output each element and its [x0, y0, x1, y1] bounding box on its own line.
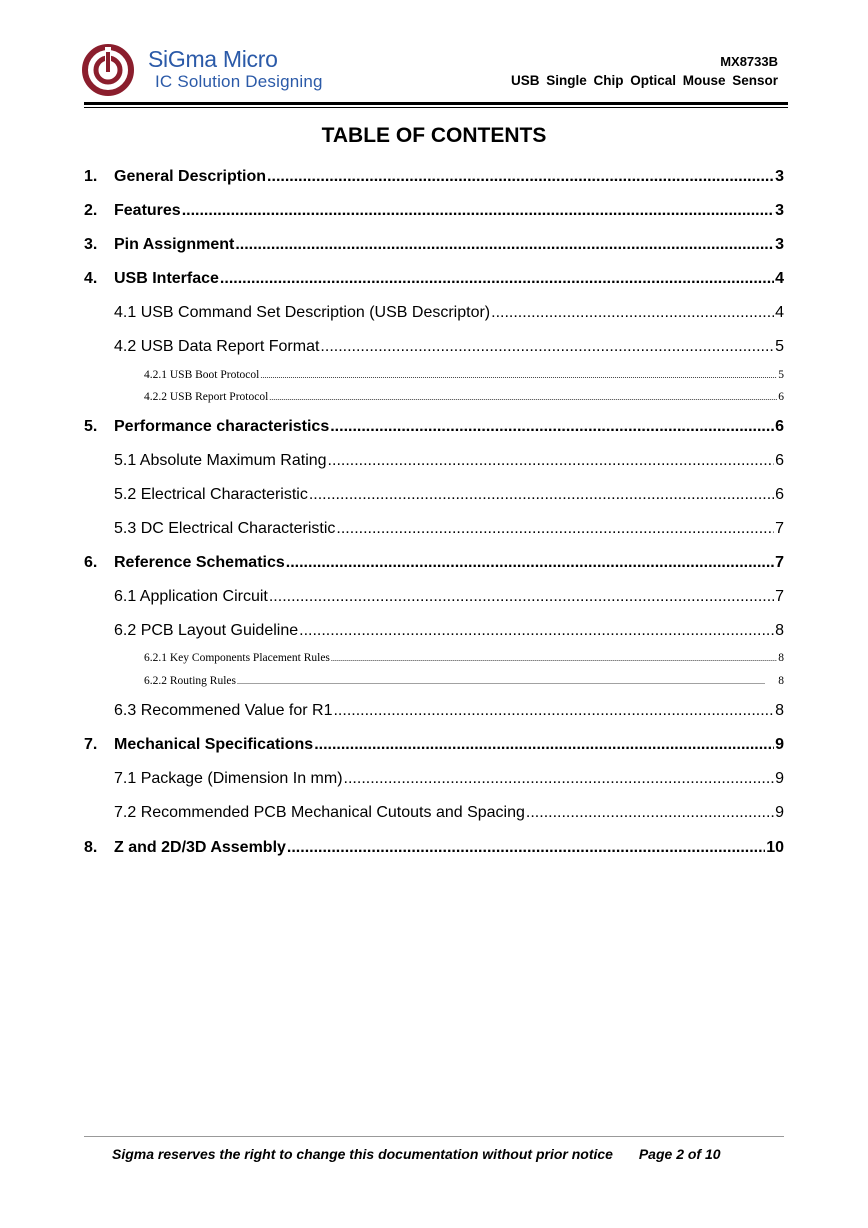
- toc-entry-performance[interactable]: [84, 418, 784, 436]
- toc-page: 6: [775, 418, 784, 435]
- toc-entry-4-2-2[interactable]: [144, 391, 784, 403]
- toc-number: 4.: [84, 270, 98, 287]
- toc-text: 6.2.2 Routing Rules: [144, 675, 237, 687]
- toc-text: 5.1 Absolute Maximum Rating: [114, 452, 327, 469]
- dot-leader: [267, 168, 774, 186]
- dot-leader: [344, 770, 775, 788]
- toc-page: 4: [775, 270, 784, 287]
- toc-text: Reference Schematics: [114, 554, 285, 571]
- toc-entry-general-description[interactable]: [84, 168, 784, 186]
- toc-text: Mechanical Specifications: [114, 736, 314, 753]
- toc-text: General Description: [114, 168, 267, 185]
- toc-page: 6: [775, 452, 784, 469]
- toc-page: 7: [775, 588, 784, 605]
- toc-entry-usb-interface[interactable]: [84, 270, 784, 288]
- toc-text: 4.2 USB Data Report Format: [114, 338, 320, 355]
- document-id: MX8733B: [720, 54, 778, 69]
- toc-entry-4-2-1[interactable]: [144, 369, 784, 381]
- toc-page: 8: [775, 622, 784, 639]
- dot-leader: [286, 554, 774, 572]
- toc-entry-6-2-2[interactable]: [144, 675, 784, 687]
- dot-leader: [220, 270, 774, 288]
- toc-page: 8: [775, 702, 784, 719]
- toc-number: 1.: [84, 168, 98, 185]
- page-header: [0, 0, 868, 112]
- toc-number: 3.: [84, 236, 98, 253]
- dot-leader: [260, 371, 777, 380]
- page-footer: [112, 1146, 721, 1162]
- toc-entry-7-1[interactable]: [114, 770, 784, 788]
- toc-page: 9: [775, 770, 784, 787]
- toc-text: USB Interface: [114, 270, 219, 287]
- toc-entry-6-3[interactable]: [114, 702, 784, 720]
- document-subtitle: USB Single Chip Optical Mouse Sensor: [510, 73, 778, 88]
- dot-leader: [269, 393, 777, 402]
- toc-page: 5: [775, 338, 784, 355]
- toc-text: 7.1 Package (Dimension In mm): [114, 770, 343, 787]
- header-divider-thin: [84, 107, 788, 108]
- toc-entry-pin-assignment[interactable]: [84, 236, 784, 254]
- toc-entry-4-1[interactable]: [114, 304, 784, 322]
- footer-page-number: Page 2 of 10: [638, 1146, 721, 1162]
- toc-entry-6-2-1[interactable]: [144, 652, 784, 664]
- toc-text: Performance characteristics: [114, 418, 330, 435]
- toc-text: Features: [114, 202, 181, 219]
- toc-text: 5.2 Electrical Characteristic: [114, 486, 308, 503]
- toc-entry-7-2[interactable]: [114, 804, 784, 822]
- toc-text: 6.3 Recommened Value for R1: [114, 702, 333, 719]
- toc-page: 7: [775, 554, 784, 571]
- toc-page: 6: [778, 391, 784, 403]
- dot-leader: [235, 236, 774, 254]
- brand-block: [148, 48, 323, 90]
- toc-title: TABLE OF CONTENTS: [321, 124, 547, 147]
- toc-page: 9: [775, 804, 784, 821]
- toc-text: 4.2.2 USB Report Protocol: [144, 391, 269, 403]
- toc-entry-5-1[interactable]: [114, 452, 784, 470]
- toc-entry-6-2[interactable]: [114, 622, 784, 640]
- toc-text: Pin Assignment: [114, 236, 235, 253]
- dot-leader: [182, 202, 774, 220]
- toc-entry-features[interactable]: [84, 202, 784, 220]
- toc-entry-assembly[interactable]: [84, 839, 784, 857]
- toc-text: 5.3 DC Electrical Characteristic: [114, 520, 336, 537]
- dot-leader: [320, 338, 774, 356]
- brand-tagline: IC Solution Designing: [155, 72, 323, 91]
- dot-leader: [330, 418, 774, 436]
- dot-leader: [287, 839, 765, 857]
- toc-page: 4: [775, 304, 784, 321]
- toc-number: 8.: [84, 839, 98, 856]
- toc-entry-reference-schematics[interactable]: [84, 554, 784, 572]
- toc-number: 5.: [84, 418, 98, 435]
- toc-text: Z and 2D/3D Assembly: [114, 839, 286, 856]
- toc-number: 6.: [84, 554, 98, 571]
- toc-page: 3: [775, 202, 784, 219]
- toc-entry-6-1[interactable]: [114, 588, 784, 606]
- dot-leader: [526, 804, 774, 822]
- toc-page: 3: [775, 236, 784, 253]
- footer-notice: Sigma reserves the right to change this documentation without prior notice: [112, 1146, 613, 1162]
- dot-leader: [309, 486, 774, 504]
- toc-entry-4-2[interactable]: [114, 338, 784, 356]
- toc-entry-mechanical-specifications[interactable]: [84, 736, 784, 754]
- toc-page: 6: [775, 486, 784, 503]
- dot-leader: [299, 622, 774, 640]
- brand-name: SiGma Micro: [148, 46, 278, 72]
- dot-leader: [491, 304, 774, 322]
- toc-page: 10: [766, 839, 784, 856]
- toc-entry-5-2[interactable]: [114, 486, 784, 504]
- toc-text: 4.1 USB Command Set Description (USB Descriptor): [114, 304, 491, 321]
- toc-page: 5: [778, 369, 784, 381]
- header-divider-thick: [84, 102, 788, 105]
- dot-leader: [331, 654, 777, 663]
- toc-text: 4.2.1 USB Boot Protocol: [144, 369, 260, 381]
- dot-leader: [237, 677, 777, 686]
- toc-page: 7: [775, 520, 784, 537]
- dot-leader: [314, 736, 774, 754]
- footer-divider: [84, 1136, 784, 1137]
- toc-text: 6.2.1 Key Components Placement Rules: [144, 652, 330, 664]
- dot-leader: [328, 452, 775, 470]
- dot-leader: [333, 702, 774, 720]
- toc-page: 8: [778, 675, 784, 687]
- dot-leader: [269, 588, 774, 606]
- toc-text: 6.2 PCB Layout Guideline: [114, 622, 299, 639]
- toc-text: 6.1 Application Circuit: [114, 588, 268, 605]
- toc-page: 9: [775, 736, 784, 753]
- toc-page: 8: [778, 652, 784, 664]
- toc-text: 7.2 Recommended PCB Mechanical Cutouts and Spacing: [114, 804, 525, 821]
- dot-leader: [336, 520, 774, 538]
- toc-entry-5-3[interactable]: [114, 520, 784, 538]
- toc-page: 3: [775, 168, 784, 185]
- sigma-logo-icon: [82, 44, 134, 96]
- toc-number: 7.: [84, 736, 98, 753]
- toc-number: 2.: [84, 202, 98, 219]
